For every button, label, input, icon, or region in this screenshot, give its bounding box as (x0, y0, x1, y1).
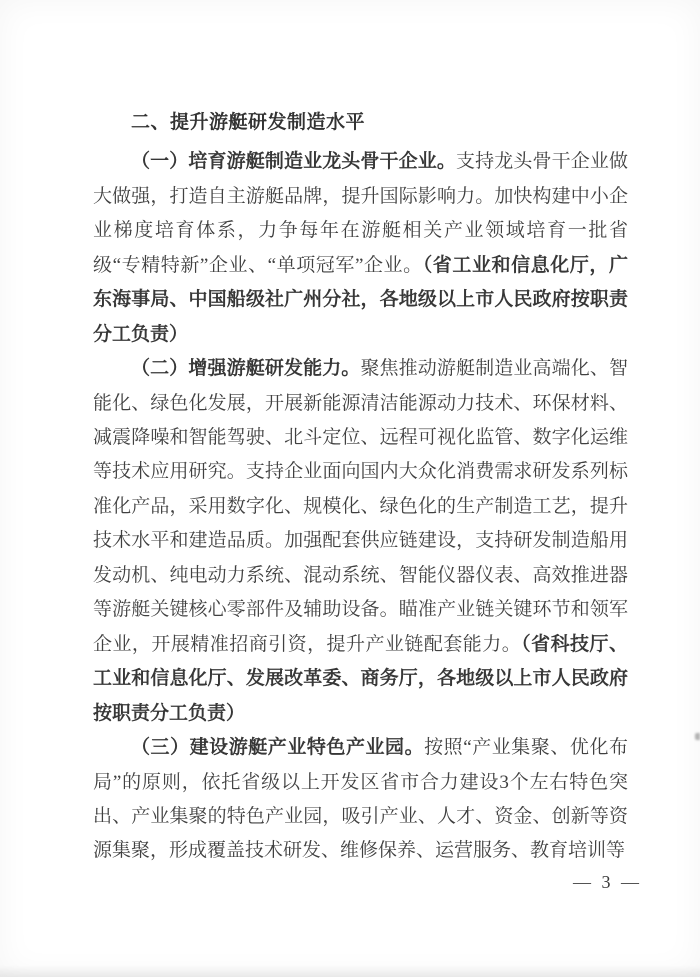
paragraph-3-body: 按照“产业集聚、优化布局”的原则，依托省级以上开发区省市合力建设3个左右特色突出、产业集聚的特色产业园，吸引产业、人才、资金、创新等资源集聚，形成覆盖技术研发、维修保养、运营服务、教育培训等 (93, 737, 628, 862)
text-block (93, 106, 628, 869)
scan-bottom-edge (0, 965, 700, 977)
paragraph-2-dept: （省科技厅、工业和信息化厅、发展改革委、商务厅，各地级以上市人民政府按职责分工负责） (93, 633, 628, 724)
paragraph-2-body: 聚焦推动游艇制造业高端化、智能化、绿色化发展，开展新能源清洁能源动力技术、环保材料、减震降噪和智能驾驶、北斗定位、远程可视化监管、数字化运维等技术应用研究。支持企业面向国内大众化消费需求研发系列标准化产品，采用数字化、规模化、绿色化的生产制造工艺，提升技术水平和建造品质。加强配套供应链建设，支持研发制造船用发动机、纯电动力系统、混动系统、智能仪器仪表、高效推进器等游艇关键核心零部件及辅助设备。瞄准产业链关键环节和领军企业，开展精准招商引资，提升产业链配套能力。 (93, 358, 628, 655)
paragraph-3-lead: （三）建设游艇产业特色产业园。 (131, 737, 425, 759)
page-number: — 3 — (573, 872, 642, 892)
paragraph-1-dept: （省工业和信息化厅，广东海事局、中国船级社广州分社，各地级以上市人民政府按职责分工负责） (93, 254, 628, 345)
paragraph-1 (93, 145, 628, 352)
paragraph-1-body: 支持龙头骨干企业做大做强，打造自主游艇品牌，提升国际影响力。加快构建中小企业梯度培育体系，力争每年在游艇相关产业领域培育一批省级“专精特新”企业、“单项冠军”企业。 (93, 151, 628, 276)
paragraph-1-lead: （一）培育游艇制造业龙头骨干企业。 (131, 151, 457, 173)
paragraph-3 (93, 731, 628, 869)
scan-artifact (695, 733, 700, 740)
paragraph-2-lead: （二）增强游艇研发能力。 (131, 358, 361, 380)
paragraph-2 (93, 352, 628, 731)
section-heading: 二、提升游艇研发制造水平 (131, 112, 366, 133)
